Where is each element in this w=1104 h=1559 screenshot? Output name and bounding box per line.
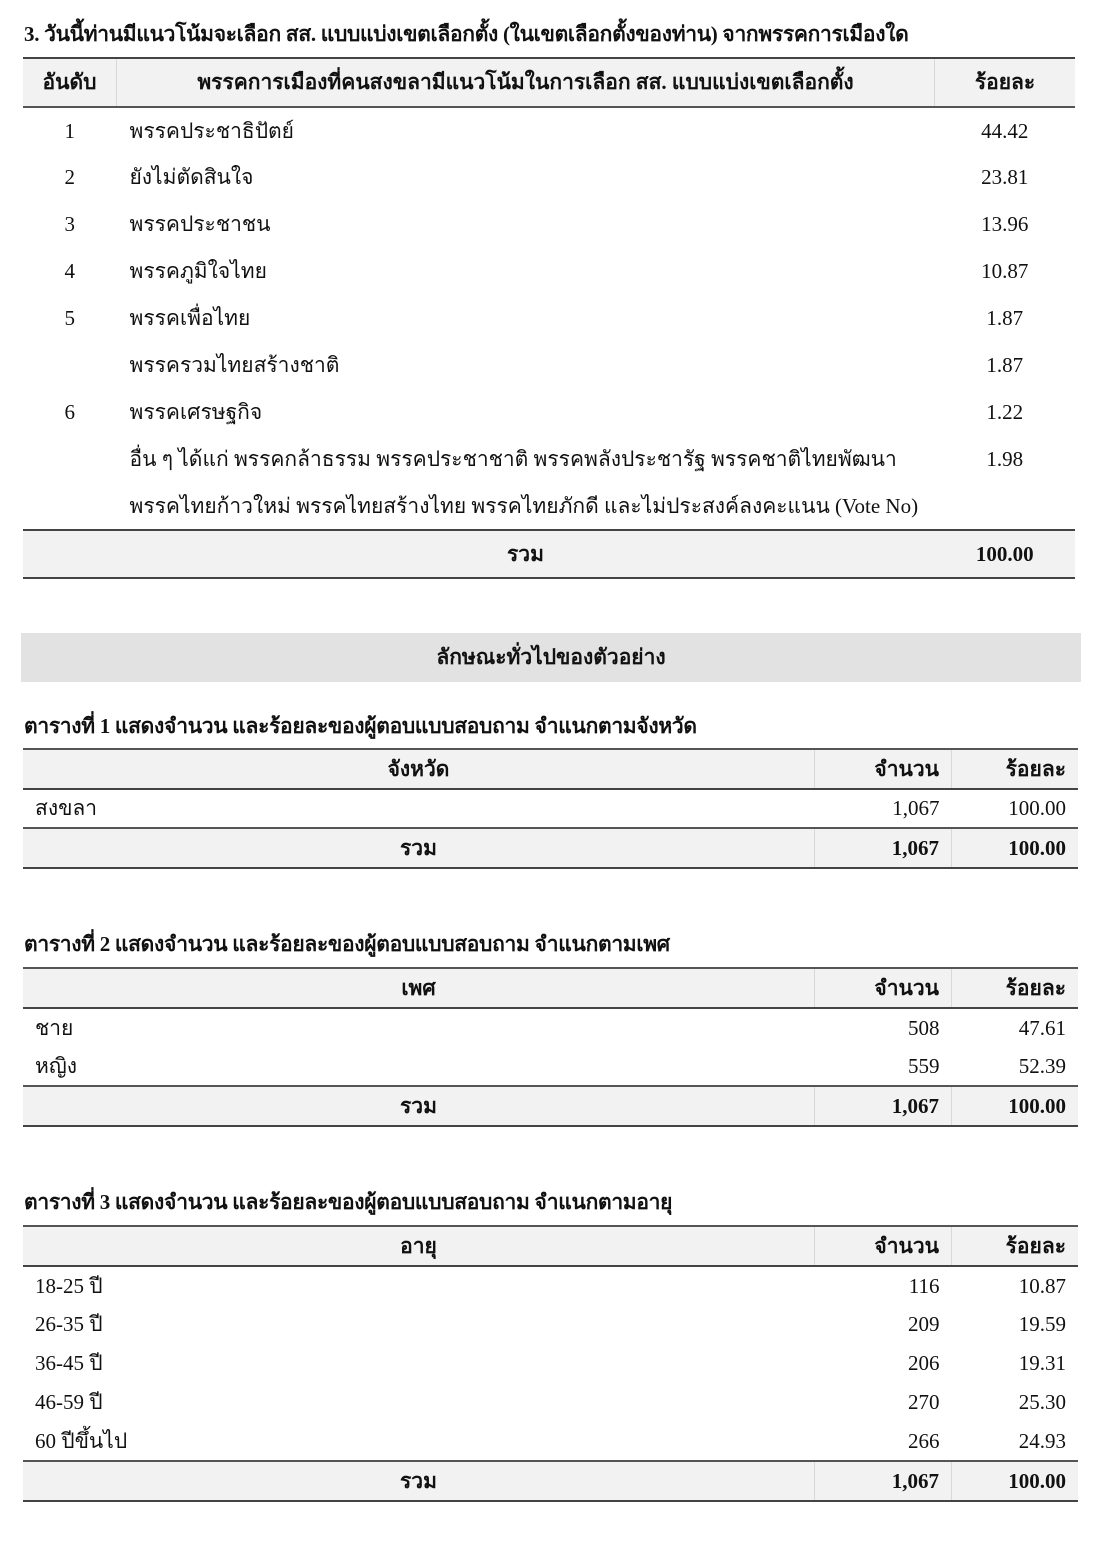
table-row xyxy=(23,1305,1078,1344)
label-cell: ชาย xyxy=(35,1015,74,1040)
total-percent: 100.00 xyxy=(952,828,1079,868)
table-row xyxy=(23,1344,1078,1383)
section-title: ลักษณะทั่วไปของตัวอย่าง xyxy=(21,633,1081,682)
table-row xyxy=(23,107,1075,154)
header-label: อายุ xyxy=(400,1233,437,1258)
age-table xyxy=(23,1225,1078,1502)
total-row xyxy=(23,1461,1078,1501)
table-2-caption: ตารางที่ 2 แสดงจำนวน และร้อยละของผู้ตอบแบบสอบถาม จำแนกตามเพศ xyxy=(24,932,670,956)
table-row xyxy=(23,201,1075,248)
table-row xyxy=(23,154,1075,201)
rank-cell: 3 xyxy=(64,212,75,236)
question-title: 3. วันนี้ท่านมีแนวโน้มจะเลือก สส. แบบแบ่งเขตเลือกตั้ง (ในเขตเลือกตั้งของท่าน) จากพรรคการเมืองใด xyxy=(24,22,909,46)
label-cell: สงขลา xyxy=(35,796,98,820)
count-cell: 266 xyxy=(908,1428,940,1453)
count-cell: 270 xyxy=(908,1390,940,1414)
table-row xyxy=(23,389,1075,436)
header-label: จังหวัด xyxy=(387,756,450,781)
table-row xyxy=(23,342,1075,389)
table-header-row xyxy=(23,968,1078,1008)
total-row xyxy=(23,1086,1078,1126)
header-label: เพศ xyxy=(401,975,436,1000)
table-row xyxy=(23,789,1078,828)
header-percent: ร้อยละ xyxy=(952,749,1079,789)
label-cell: 26-35 ปี xyxy=(35,1312,103,1336)
header-percent: ร้อยละ xyxy=(952,1226,1079,1266)
party-preference-table xyxy=(23,57,1075,579)
percent-cell: 10.87 xyxy=(981,259,1029,283)
header-party: พรรคการเมืองที่คนสงขลามีแนวโน้มในการเลือก สส. แบบแบ่งเขตเลือกตั้ง xyxy=(197,70,854,94)
total-row xyxy=(23,530,1075,578)
table-row-others xyxy=(23,436,1075,483)
percent-cell: 100.00 xyxy=(1008,796,1066,820)
label-cell: หญิง xyxy=(35,1053,77,1078)
header-percent: ร้อยละ xyxy=(935,58,1076,107)
rank-cell: 2 xyxy=(64,165,75,189)
percent-cell: 19.31 xyxy=(1018,1351,1066,1375)
total-label: รวม xyxy=(400,835,437,860)
rank-cell: 4 xyxy=(64,259,75,283)
party-cell: ยังไม่ตัดสินใจ xyxy=(129,165,254,189)
table-header-row xyxy=(23,1226,1078,1266)
header-count: จำนวน xyxy=(815,1226,952,1266)
percent-cell: 13.96 xyxy=(981,212,1029,236)
table-row xyxy=(23,1047,1078,1086)
count-cell: 508 xyxy=(908,1015,940,1040)
table-1-caption: ตารางที่ 1 แสดงจำนวน และร้อยละของผู้ตอบแบบสอบถาม จำแนกตามจังหวัด xyxy=(24,714,697,738)
party-cell: พรรคประชาชน xyxy=(129,212,271,236)
table-row xyxy=(23,1008,1078,1047)
percent-cell: 25.30 xyxy=(1018,1390,1066,1414)
table-row xyxy=(23,1266,1078,1305)
party-cell: พรรคประชาธิปัตย์ xyxy=(129,118,294,143)
label-cell: 60 ปีขึ้นไป xyxy=(35,1428,128,1453)
total-label: รวม xyxy=(400,1093,437,1118)
total-count: 1,067 xyxy=(815,828,952,868)
total-count: 1,067 xyxy=(815,1086,952,1126)
count-cell: 116 xyxy=(908,1273,940,1298)
others-line-2: พรรคไทยก้าวใหม่ พรรคไทยสร้างไทย พรรคไทยภักดี และไม่ประสงค์ลงคะแนน (Vote No) xyxy=(129,493,919,518)
percent-cell: 10.87 xyxy=(1018,1273,1066,1298)
percent-cell: 52.39 xyxy=(1018,1053,1066,1078)
percent-cell: 44.42 xyxy=(981,118,1029,143)
percent-cell: 19.59 xyxy=(1018,1312,1066,1336)
percent-cell: 1.22 xyxy=(986,400,1024,424)
table-header-row xyxy=(23,749,1078,789)
total-percent: 100.00 xyxy=(975,541,1034,566)
party-cell: พรรคภูมิใจไทย xyxy=(129,259,267,283)
total-label: รวม xyxy=(400,1468,437,1493)
label-cell: 36-45 ปี xyxy=(35,1351,103,1375)
table-3-caption: ตารางที่ 3 แสดงจำนวน และร้อยละของผู้ตอบแบบสอบถาม จำแนกตามอายุ xyxy=(24,1190,673,1214)
rank-cell: 6 xyxy=(64,400,75,424)
province-table xyxy=(23,748,1078,869)
total-row xyxy=(23,828,1078,868)
table-row-others-cont xyxy=(23,483,1075,530)
label-cell: 18-25 ปี xyxy=(35,1273,103,1298)
percent-cell: 24.93 xyxy=(1018,1428,1066,1453)
rank-cell: 1 xyxy=(64,118,75,143)
percent-cell: 47.61 xyxy=(1018,1015,1066,1040)
header-percent: ร้อยละ xyxy=(952,968,1079,1008)
count-cell: 206 xyxy=(908,1351,940,1375)
table-header-row xyxy=(23,58,1075,107)
total-percent: 100.00 xyxy=(952,1461,1079,1501)
percent-cell: 1.87 xyxy=(986,306,1024,330)
total-percent: 100.00 xyxy=(952,1086,1079,1126)
gender-table xyxy=(23,967,1078,1127)
table-row xyxy=(23,1383,1078,1422)
total-label: รวม xyxy=(507,541,544,566)
header-count: จำนวน xyxy=(815,968,952,1008)
header-rank: อันดับ xyxy=(23,58,117,107)
table-row xyxy=(23,295,1075,342)
percent-cell: 23.81 xyxy=(981,165,1029,189)
count-cell: 1,067 xyxy=(892,796,940,820)
table-row xyxy=(23,248,1075,295)
party-cell: พรรคเศรษฐกิจ xyxy=(129,400,263,424)
table-row xyxy=(23,1422,1078,1461)
rank-cell xyxy=(23,342,117,389)
total-count: 1,067 xyxy=(815,1461,952,1501)
count-cell: 209 xyxy=(908,1312,940,1336)
party-cell: พรรคเพื่อไทย xyxy=(129,306,251,330)
party-cell: พรรครวมไทยสร้างชาติ xyxy=(129,353,340,377)
percent-cell: 1.87 xyxy=(986,353,1024,377)
others-line-1: อื่น ๆ ได้แก่ พรรคกล้าธรรม พรรคประชาชาติ พรรคพลังประชารัฐ พรรคชาติไทยพัฒนา xyxy=(129,447,897,471)
label-cell: 46-59 ปี xyxy=(35,1390,103,1414)
header-count: จำนวน xyxy=(815,749,952,789)
percent-cell: 1.98 xyxy=(986,447,1024,471)
rank-cell: 5 xyxy=(64,306,75,330)
count-cell: 559 xyxy=(908,1053,940,1078)
